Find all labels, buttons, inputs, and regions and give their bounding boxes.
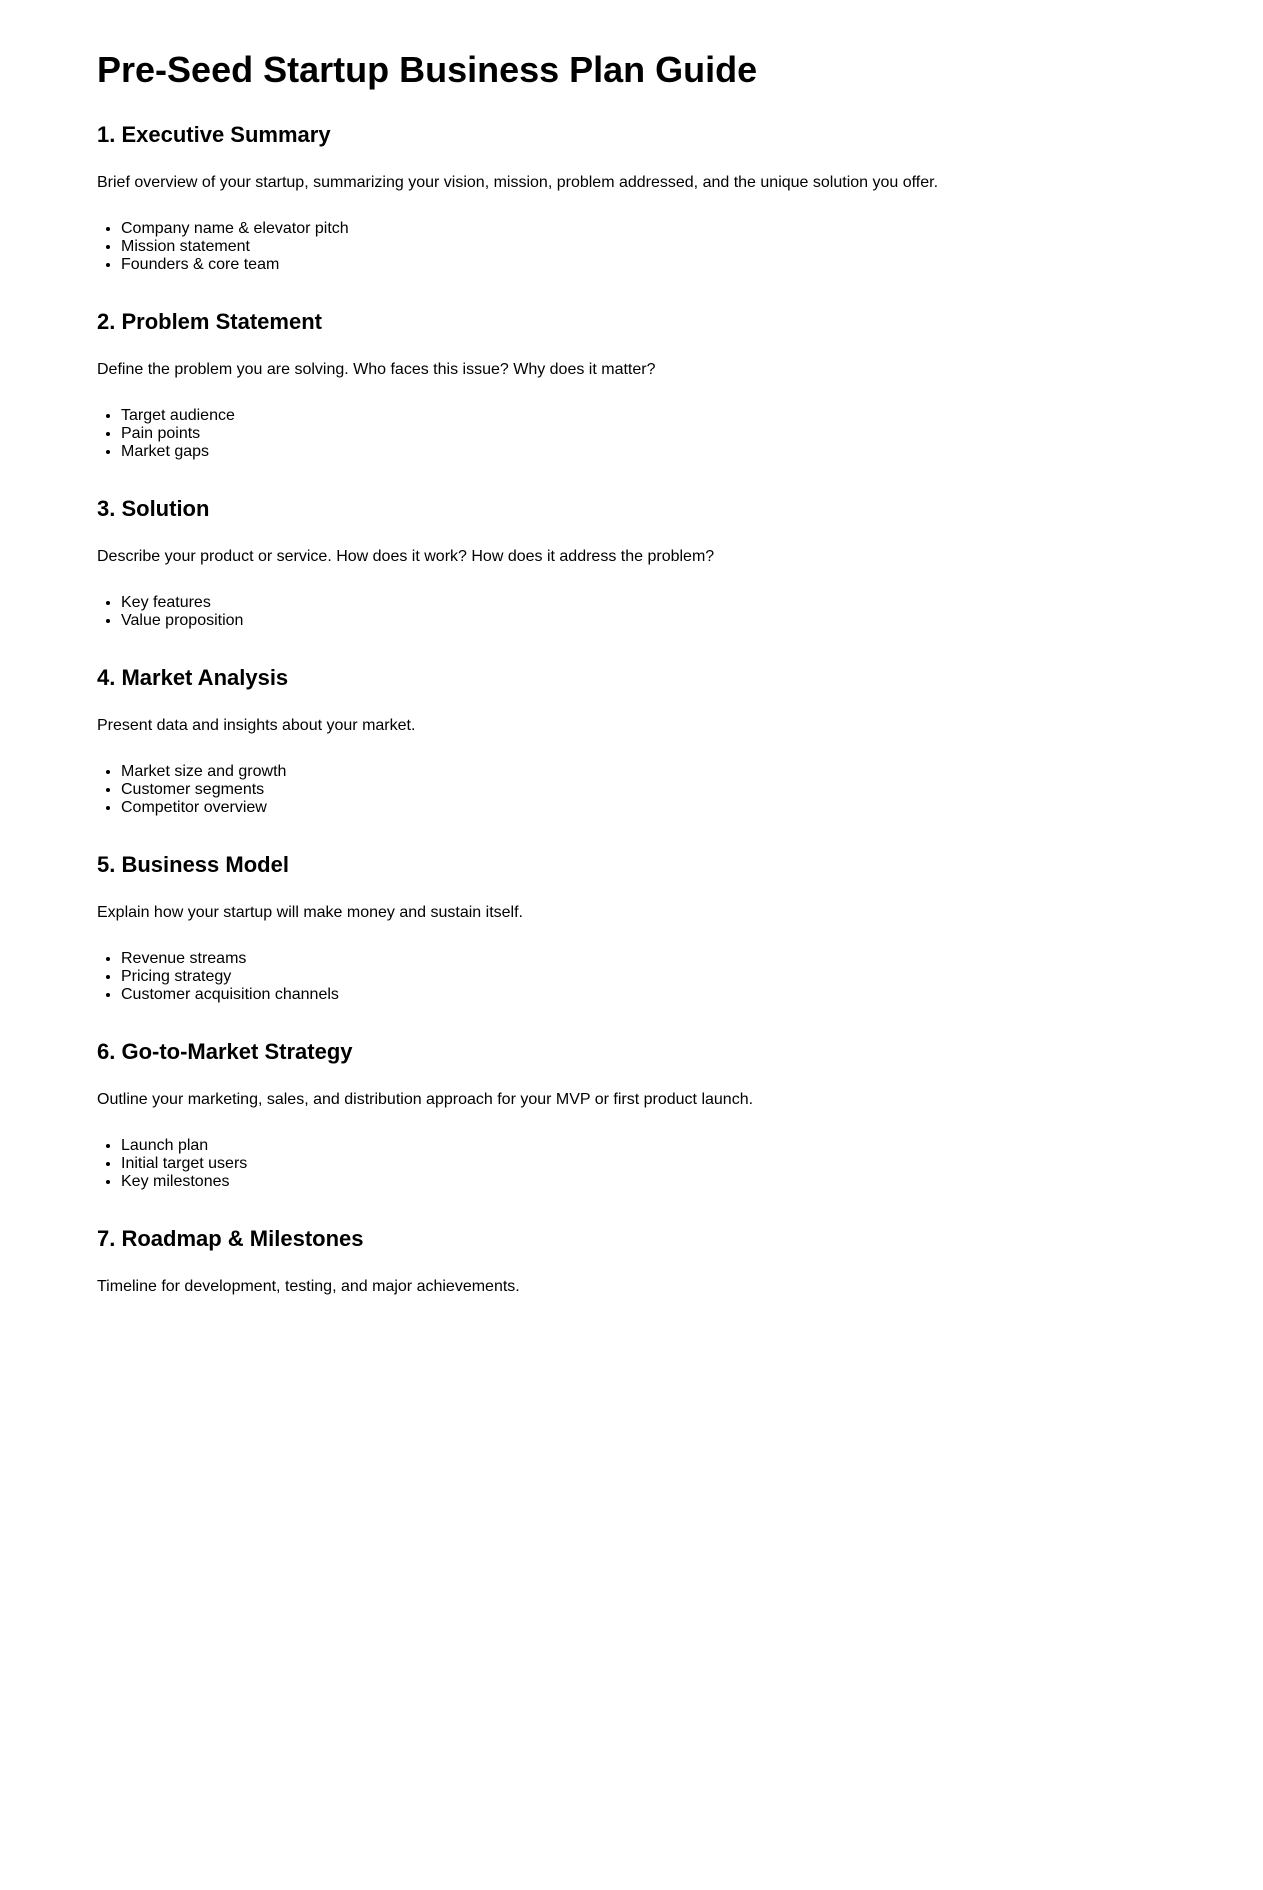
- section-description: Timeline for development, testing, and major achievements.: [97, 1278, 520, 1295]
- list-item: • Company name & elevator pitch: [121, 220, 1263, 238]
- section-market-analysis: [97, 665, 1263, 817]
- list-item: • Customer acquisition channels: [121, 986, 1263, 1004]
- section-bullet-list: [97, 1137, 1263, 1191]
- section-heading: 3. Solution: [97, 496, 210, 521]
- list-item: • Value proposition: [121, 612, 1263, 630]
- section-bullet-list: [97, 763, 1263, 817]
- list-item: • Mission statement: [121, 238, 1263, 256]
- section-heading: 1. Executive Summary: [97, 122, 331, 147]
- section-solution: [97, 496, 1263, 630]
- section-heading: 2. Problem Statement: [97, 309, 322, 334]
- section-description: Define the problem you are solving. Who faces this issue? Why does it matter?: [97, 361, 656, 378]
- list-item: • Launch plan: [121, 1137, 1263, 1155]
- section-description: Describe your product or service. How does it work? How does it address the problem?: [97, 548, 715, 565]
- section-executive-summary: [97, 122, 1263, 274]
- section-heading: 7. Roadmap & Milestones: [97, 1226, 364, 1251]
- list-item: • Founders & core team: [121, 256, 1263, 274]
- section-heading: 5. Business Model: [97, 852, 289, 877]
- section-heading: 6. Go-to-Market Strategy: [97, 1039, 353, 1064]
- section-description: Outline your marketing, sales, and distribution approach for your MVP or first product launch.: [97, 1091, 754, 1108]
- section-bullet-list: [97, 407, 1263, 461]
- list-item: • Market gaps: [121, 443, 1263, 461]
- section-description: Explain how your startup will make money and sustain itself.: [97, 904, 523, 921]
- list-item: • Customer segments: [121, 781, 1263, 799]
- list-item: • Market size and growth: [121, 763, 1263, 781]
- list-item: • Key milestones: [121, 1173, 1263, 1191]
- list-item: • Key features: [121, 594, 1263, 612]
- list-item: • Initial target users: [121, 1155, 1263, 1173]
- section-bullet-list: [97, 220, 1263, 274]
- list-item: • Pain points: [121, 425, 1263, 443]
- section-business-model: [97, 852, 1263, 1004]
- section-roadmap-milestones: [97, 1226, 1263, 1296]
- list-item: • Pricing strategy: [121, 968, 1263, 986]
- list-item: • Revenue streams: [121, 950, 1263, 968]
- section-bullet-list: [97, 950, 1263, 1004]
- section-bullet-list: [97, 594, 1263, 630]
- page-title: Pre-Seed Startup Business Plan Guide: [97, 49, 758, 90]
- section-description: Present data and insights about your market.: [97, 717, 416, 734]
- list-item: • Target audience: [121, 407, 1263, 425]
- section-problem-statement: [97, 309, 1263, 461]
- section-description: Brief overview of your startup, summarizing your vision, mission, problem addressed, and the unique solution you offer.: [97, 174, 939, 191]
- section-heading: 4. Market Analysis: [97, 665, 289, 690]
- list-item: • Competitor overview: [121, 799, 1263, 817]
- section-go-to-market-strategy: [97, 1039, 1263, 1191]
